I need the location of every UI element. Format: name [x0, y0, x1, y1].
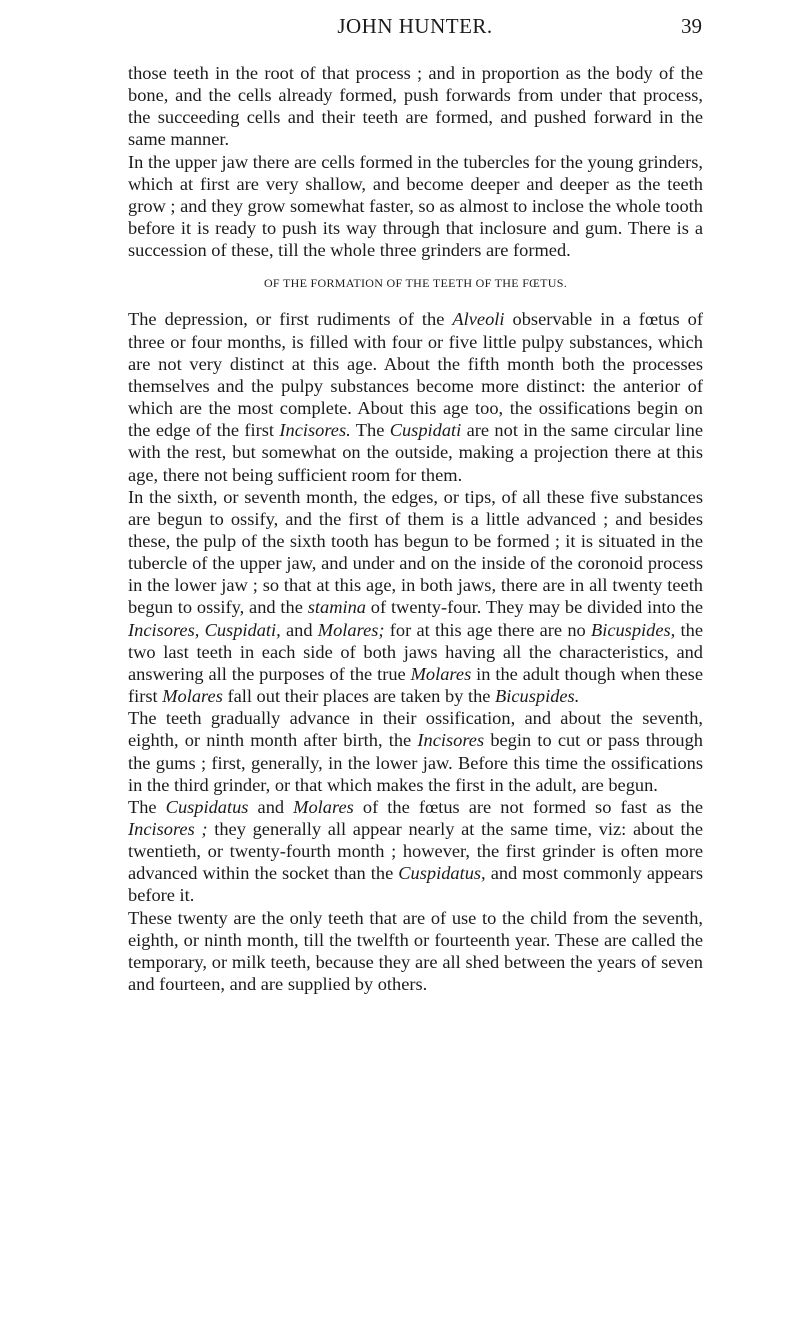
paragraph-5: [128, 707, 703, 796]
text-span: and most commonly appears before it.: [128, 863, 703, 906]
italic-term: Cuspidatus: [165, 796, 249, 817]
text-span: and: [280, 619, 318, 640]
paragraph-2: In the upper jaw there are cells formed in the tubercles for the young grinders, which at first are very shallow, and become deeper and deeper as the teeth grow ; and they grow somewhat faster, so as almost to inclose the whole tooth before it is ready to push its way through that inclosure and gum. There is a succession of these, till the whole three grinders are formed.: [128, 151, 703, 261]
text-span: of twenty-four. They may be divided into the: [365, 597, 703, 618]
section-heading: OF THE FORMATION OF THE TEETH OF THE FŒTUS.: [263, 276, 568, 291]
text-span: of the fœtus are not formed so fast as the: [353, 796, 703, 817]
text-span: observable in a fœtus of three or four months, is filled with four or five little pulpy substances, which are not very distinct at this age. About the fifth month both the processes themselves and the pulpy substances become more distinct: the anterior of which are the most complete. About this age too, the ossifications begin on the edge of the first: [128, 309, 704, 441]
body-text: [128, 62, 703, 995]
italic-term: Molares: [162, 686, 223, 707]
italic-term: Molares;: [317, 619, 385, 640]
text-span: begin to cut or pass through the gums ; first, generally, in the lower jaw. Before this time the ossifications in the third grinder, or that which makes the first in the adult, are begun.: [128, 730, 704, 795]
text-span: in the adult though when these first: [128, 663, 703, 707]
text-span: for at this age there are no: [384, 619, 591, 640]
paragraph-1: those teeth in the root of that process ; and in proportion as the body of the bone, and the cells already formed, push forwards from under that process, the succeeding cells and their teeth are formed, and pushed forward in the same manner.: [128, 63, 703, 150]
italic-term: Cuspidati: [389, 420, 462, 441]
text-span: the two last teeth in each side of both jaws having all the characteristics, and answering all the purposes of the true: [128, 619, 703, 684]
text-span: The teeth gradually advance in their ossification, and about the seventh, eighth, or ninth month after birth, the: [128, 708, 703, 751]
italic-term: Molares: [293, 796, 354, 817]
italic-term: Alveoli: [452, 309, 505, 330]
running-head: [128, 14, 702, 42]
paragraph-4: [128, 486, 703, 708]
italic-term: Incisores.: [279, 420, 351, 441]
italic-term: Incisores, Cuspidati,: [128, 619, 281, 640]
italic-term: Cuspidatus,: [398, 863, 486, 884]
page-number: 39: [681, 14, 702, 38]
italic-term: Incisores ;: [128, 819, 208, 839]
text-span: they generally all appear nearly at the same time, viz: about the twentieth, or twenty-fourth month ; however, the first grinder is often more advanced within the socket than the: [128, 819, 703, 884]
text-span: are not in the same circular line with the rest, but somewhat on the outside, making a projection there at this age, there not being sufficient room for them.: [128, 420, 703, 485]
text-span: The depression, or first rudiments of the: [128, 309, 453, 330]
italic-term: Bicuspides,: [590, 619, 676, 640]
paragraph-7: These twenty are the only teeth that are of use to the child from the seventh, eighth, or ninth month, till the twelfth or fourteenth year. These are called the temporary, or milk teeth, because they are all shed between the years of seven and fourteen, and are supplied by others.: [128, 907, 703, 995]
text-span: In the sixth, or seventh month, the edges, or tips, of all these five substances are begun to ossify, and the first of them is a little advanced ; and besides these, the pulp of the sixth tooth has begun to be formed ; it is situated in the tubercle of the upper jaw, and under and on the inside of the coronoid process in the lower jaw ; so that at this age, in both jaws, there are in all twenty teeth begun to ossify, and the: [128, 486, 703, 618]
running-title: JOHN HUNTER.: [337, 14, 493, 38]
text-span: The: [128, 796, 166, 817]
paragraph-6: [128, 796, 703, 907]
text-span: fall out their places are taken by the: [222, 686, 496, 707]
italic-term: stamina: [307, 597, 366, 618]
italic-term: Bicuspides.: [495, 686, 580, 707]
italic-term: Incisores: [417, 730, 485, 751]
text-span: The: [350, 420, 390, 441]
paragraph-3: [128, 308, 703, 485]
italic-term: Molares: [410, 663, 472, 684]
text-span: and: [248, 796, 294, 817]
